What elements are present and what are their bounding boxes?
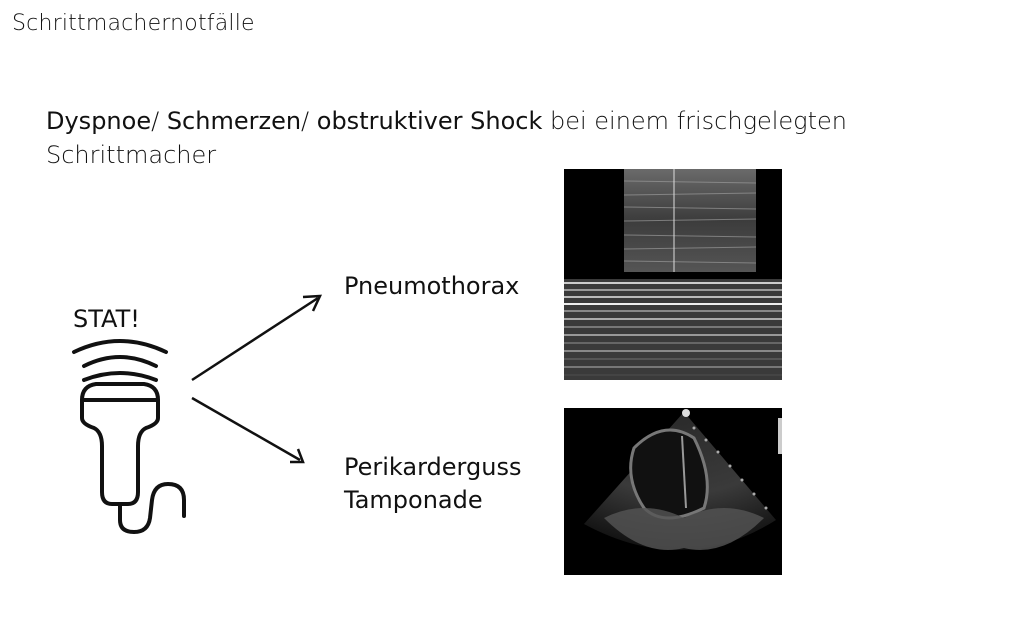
stat-label: STAT!	[73, 305, 140, 333]
subtitle-schmerzen: Schmerzen	[166, 107, 302, 135]
label-perikarderguss	[344, 451, 521, 517]
subtitle-shock: obstruktiver Shock	[316, 107, 543, 135]
ultrasound-probe-icon	[74, 341, 184, 532]
label-pneumothorax: Pneumothorax	[344, 272, 520, 300]
label-tamponade-line2: Tamponade	[344, 486, 483, 514]
arrow-to-pneumothorax	[192, 296, 320, 380]
subtitle-sep-1: /	[151, 107, 167, 135]
slide-title: Schrittmachernotfälle	[12, 11, 255, 36]
m-mode-ultrasound-image	[564, 169, 782, 380]
label-perikarderguss-line1: Perikarderguss	[344, 453, 522, 481]
subtitle-rest: bei einem frischgelegten Schrittmacher	[46, 107, 847, 169]
arrow-to-perikarderguss	[192, 398, 303, 462]
subtitle-sep-2: /	[301, 107, 317, 135]
subtitle-dyspnoe: Dyspnoe	[46, 107, 152, 135]
echocardiogram-image	[564, 408, 782, 575]
